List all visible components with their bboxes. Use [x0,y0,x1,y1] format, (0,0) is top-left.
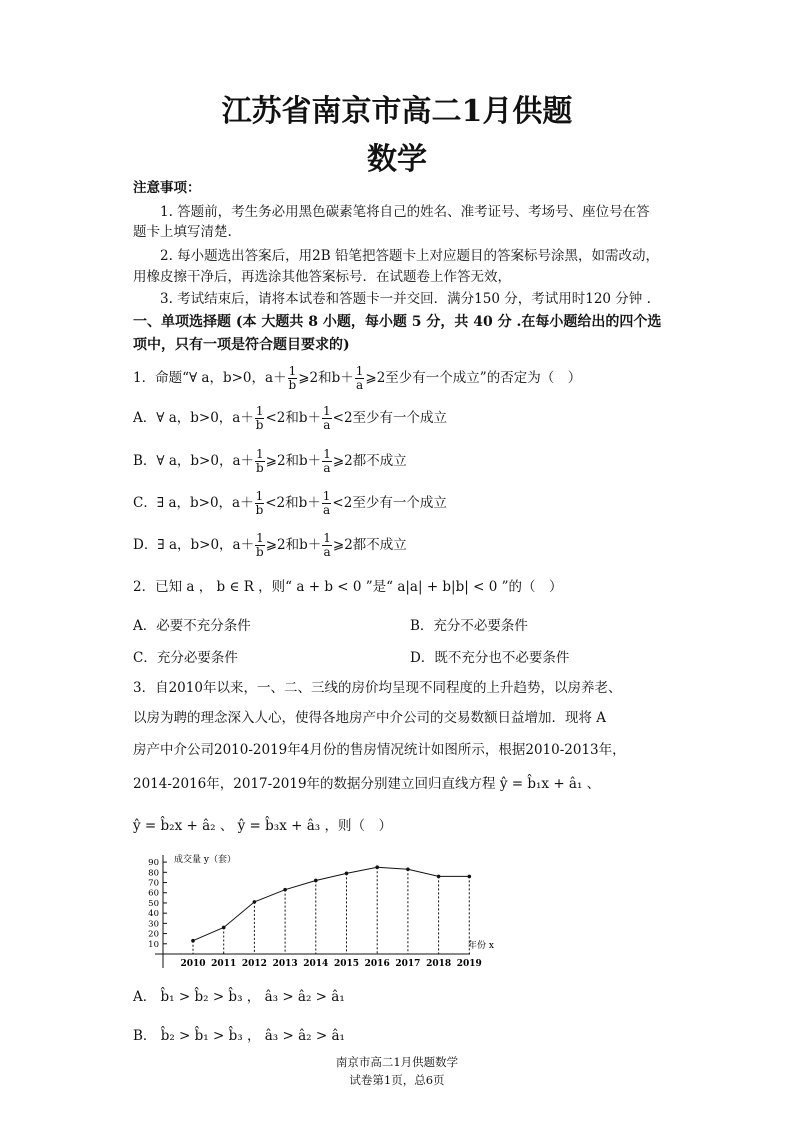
data-point-2019 [468,875,472,879]
x-tick-label: 2013 [272,959,298,969]
y-tick-label: 60 [148,888,159,899]
notice-item2a: 2. 每小题选出答案后，用2B 铅笔把答题卡上对应题目的答案标号涂黑，如需改动， [160,248,659,264]
footer-page: 试卷第1页，总6页 [349,1073,445,1087]
notice-item1a: 1. 答题前，考生务必用黑色碳素笔将自己的姓名、准考证号、考场号、座位号在答 [160,204,650,220]
y-tick-label: 10 [148,939,159,950]
section1-line1: 一、单项选择题 (本 大题共 8 小题，每小题 5 分，共 40 分 .在每小题给出的四个选 [133,314,662,330]
y-tick-label: 80 [148,868,159,879]
x-tick-label: 2010 [180,959,206,969]
notice-item3: 3. 考试结束后，请将本试卷和答题卡一并交回．满分150 分，考试用时120 分钟 . [160,291,651,307]
x-tick-label: 2018 [426,959,452,969]
y-tick-label: 20 [148,929,159,940]
q1-option-b[interactable]: B．∀ a，b>0，a＋ $\frac{1}{b}$ ⩾2和b＋ $\frac{1}{a}$ ⩾2都不成立 [133,447,407,475]
data-point-2018 [437,875,441,879]
doc-subject: 数学 [367,142,427,177]
notice-heading: 注意事项： [133,180,201,196]
q1-suffix: ⩾2至少有一个成立”的否定为（ ） [365,370,582,386]
data-point-2014 [314,879,318,883]
q3-line1: 3．自2010年以来，一、二、三线的房价均呈现不同程度的上升趋势，以房养老、 [133,680,622,696]
y-tick-label: 70 [148,878,159,889]
x-tick-label: 2015 [333,959,360,969]
data-point-2017 [406,867,410,871]
x-tick-label: 2016 [364,959,390,969]
q1-prefix: 1．命题“∀ a，b>0，a＋ [133,370,287,386]
x-tick-label: 2014 [303,959,329,969]
data-point-2015 [345,872,349,876]
y-tick-label: 50 [148,898,159,909]
q2-option-c[interactable]: C．充分必要条件 [133,650,238,666]
series-line [193,867,469,941]
q1-option-c[interactable]: C．∃ a，b>0，a＋ $\frac{1}{b}$ <2和b＋ $\frac{1}{a}$ <2至少有一个成立 [133,489,447,517]
y-tick-label: 30 [148,919,159,930]
x-tick-label: 2017 [395,959,421,969]
q3-line2: 以房为聘的理念深入人心，使得各地房产中介公司的交易数额日益增加．现将 A [133,710,607,726]
y-tick-label: 40 [148,909,159,920]
x-axis-label: 年份 x [468,941,494,951]
data-point-2012 [253,900,257,904]
q2-stem: 2．已知 a ， b ∈ R ，则“ a + b < 0 ”是“ a|a| + b|b| < 0 ”的（ ） [133,579,563,595]
footer-title: 南京市高二1月供题数学 [335,1055,459,1069]
data-point-2010 [191,939,195,943]
q3-line4: 2014-2016年，2017-2019年的数据分别建立回归直线方程 ŷ = b̂₁x + â₁ 、 [133,776,601,792]
q1-option-a[interactable]: A．∀ a，b>0，a＋ $\frac{1}{b}$ <2和b＋ $\frac{1}{a}$ <2至少有一个成立 [133,404,448,432]
q3-line3: 房产中介公司2010-2019年4月份的售房情况统计如图所示，根据2010-2013年， [133,742,626,758]
q1-frac2: $\frac{1}{a}$ [355,364,364,392]
y-tick-label: 90 [148,858,159,869]
notice-item2b: 用橡皮擦干净后，再选涂其他答案标号．在试题卷上作答无效， [133,269,511,285]
q2-option-a[interactable]: A．必要不充分条件 [133,618,251,634]
q3-option-a[interactable]: A． b̂₁ > b̂₂ > b̂₃ ， â₃ > â₂ > â₁ [133,989,345,1005]
sales-chart [130,850,520,975]
q3-option-b[interactable]: B． b̂₂ > b̂₁ > b̂₃ ， â₃ > â₂ > â₁ [133,1028,345,1044]
q1-option-d[interactable]: D．∃ a，b>0，a＋ $\frac{1}{b}$ ⩾2和b＋ $\frac{1}{a}$ ⩾2都不成立 [133,531,407,559]
x-tick-label: 2011 [211,959,237,969]
q1-frac1: $\frac{1}{b}$ [288,364,297,392]
x-tick-label: 2019 [456,959,482,969]
section1-line2: 项中，只有一项是符合题目要求的) [133,337,350,353]
q2-option-d[interactable]: D．既不充分也不必要条件 [410,650,570,666]
q2-option-b[interactable]: B．充分不必要条件 [410,618,528,634]
q1-stem [133,365,581,392]
y-axis-label: 成交量 y（套） [174,855,236,865]
q1-mid: ⩾2和b＋ [298,370,354,386]
data-point-2013 [283,888,287,892]
x-tick-label: 2012 [241,959,267,969]
doc-title: 江苏省南京市高二1月供题 [221,94,573,129]
notice-item1b: 题卡上填写清楚. [133,224,232,240]
data-point-2011 [222,926,226,930]
data-point-2016 [375,865,379,869]
q3-line5: ŷ = b̂₂x + â₂ 、 ŷ = b̂₃x + â₃ ，则（ ） [133,818,392,834]
